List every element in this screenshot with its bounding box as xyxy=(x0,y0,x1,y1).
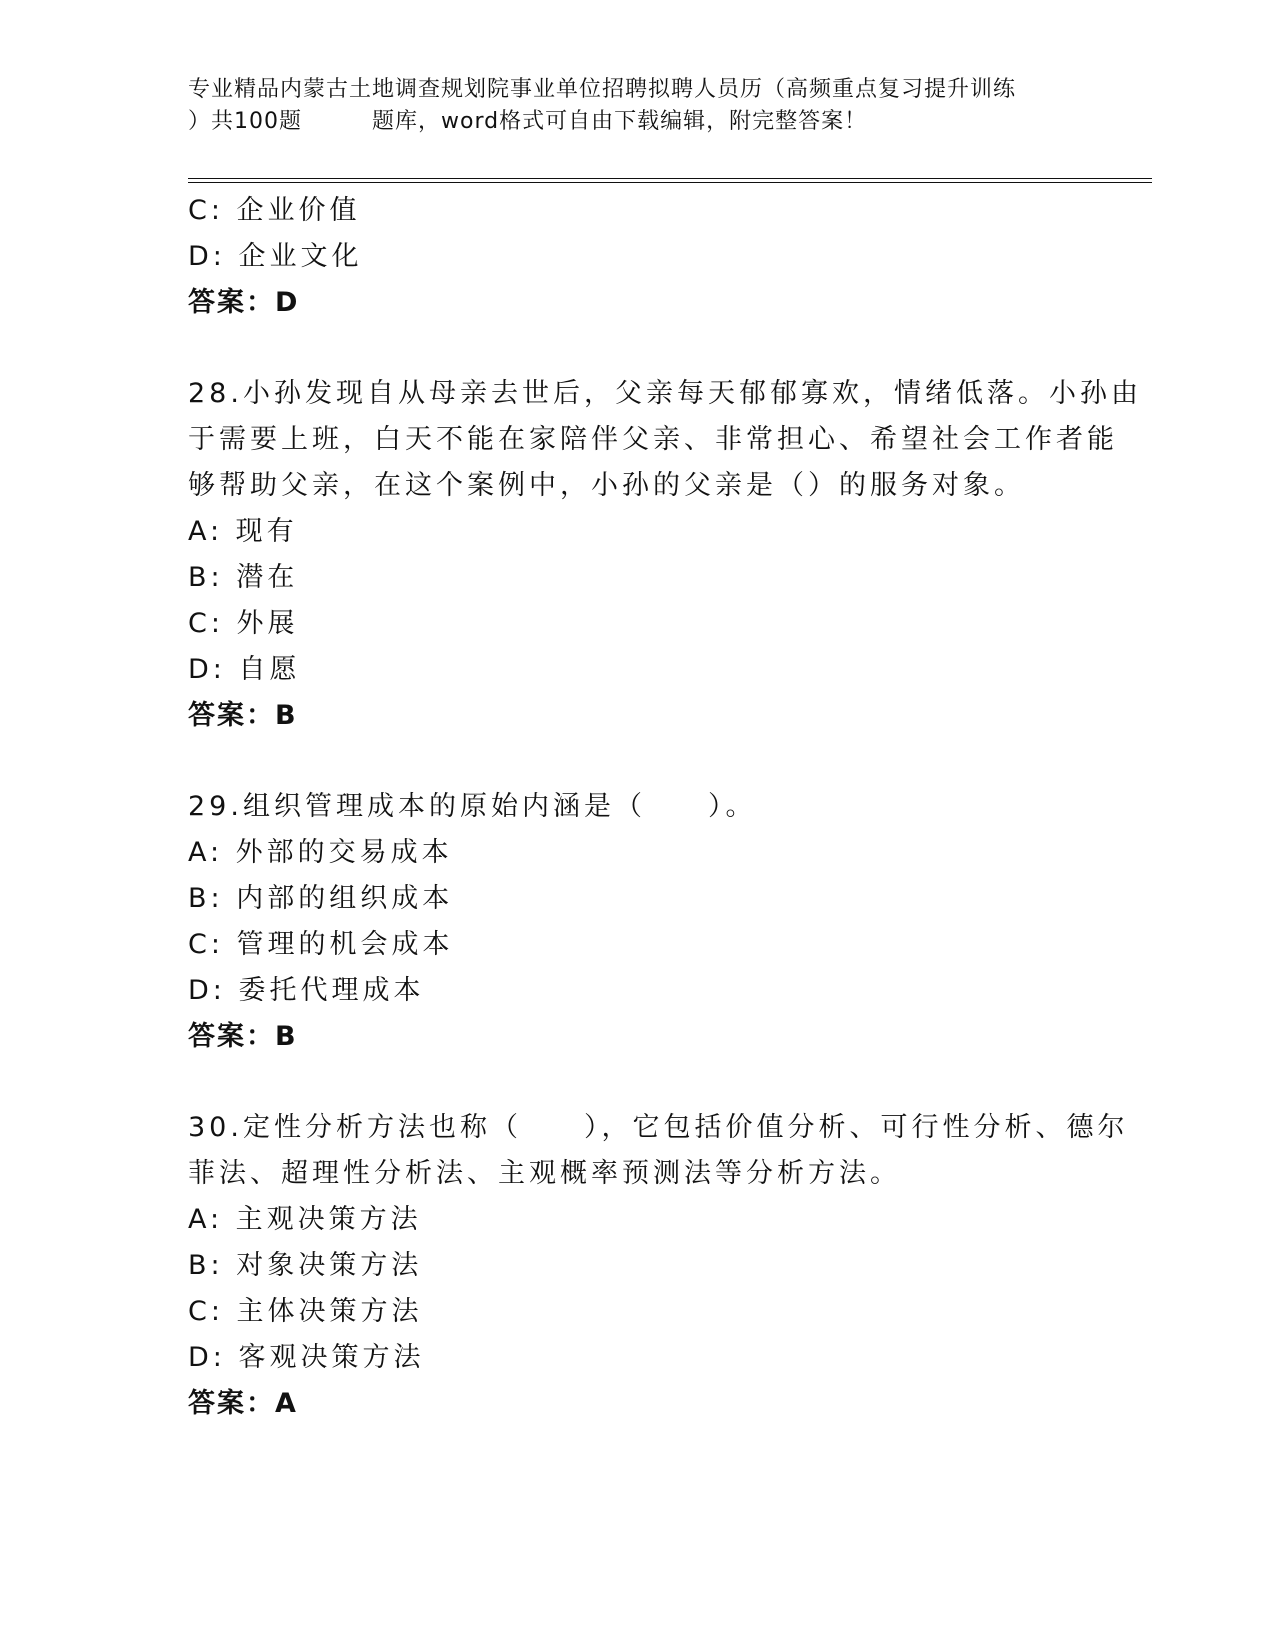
answer: 答案：B xyxy=(188,700,298,731)
header-line-2-left: ）共100题 xyxy=(188,109,302,134)
header-line-2-right: 题库，word格式可自由下载编辑，附完整答案！ xyxy=(372,109,868,134)
option-d: D: 自愿 xyxy=(188,654,301,685)
option-d: D: 委托代理成本 xyxy=(188,975,425,1006)
page-header xyxy=(188,74,1088,138)
question-text-line: 够帮助父亲，在这个案例中，小孙的父亲是（）的服务对象。 xyxy=(188,470,1025,501)
option-c: C: 管理的机会成本 xyxy=(188,929,454,960)
question-29 xyxy=(188,784,1088,1060)
option-d: D: 客观决策方法 xyxy=(188,1342,425,1373)
question-text-line: 于需要上班，白天不能在家陪伴父亲、非常担心、希望社会工作者能 xyxy=(188,424,1118,455)
option-d: D: 企业文化 xyxy=(188,241,363,272)
option-a: A: 主观决策方法 xyxy=(188,1204,422,1235)
answer: 答案：D xyxy=(188,287,300,318)
question-list xyxy=(188,188,1142,1427)
header-line-2 xyxy=(188,106,1088,138)
option-c: C: 外展 xyxy=(188,608,299,639)
partial-question xyxy=(188,188,1088,326)
option-b: B: 内部的组织成本 xyxy=(188,883,454,914)
question-30 xyxy=(188,1105,1129,1427)
answer: 答案：B xyxy=(188,1021,298,1052)
question-text-line: 28.小孙发现自从母亲去世后，父亲每天郁郁寡欢，情绪低落。小孙由 xyxy=(188,378,1142,409)
question-text-line: 30.定性分析方法也称（ ），它包括价值分析、可行性分析、德尔 xyxy=(188,1112,1129,1143)
answer: 答案：A xyxy=(188,1388,298,1419)
option-c: C: 主体决策方法 xyxy=(188,1296,423,1327)
question-28 xyxy=(188,371,1142,739)
option-b: B: 对象决策方法 xyxy=(188,1250,423,1281)
option-c: C: 企业价值 xyxy=(188,195,361,226)
question-text-line: 菲法、超理性分析法、主观概率预测法等分析方法。 xyxy=(188,1158,901,1189)
option-a: A: 外部的交易成本 xyxy=(188,837,453,868)
header-line-1: 专业精品内蒙古土地调查规划院事业单位招聘拟聘人员历（高频重点复习提升训练 xyxy=(188,77,1017,102)
header-divider-top xyxy=(188,178,1152,179)
option-a: A: 现有 xyxy=(188,516,298,547)
header-divider-bottom xyxy=(188,182,1152,183)
question-text-line: 29.组织管理成本的原始内涵是（ ）。 xyxy=(188,791,757,822)
option-b: B: 潜在 xyxy=(188,562,299,593)
